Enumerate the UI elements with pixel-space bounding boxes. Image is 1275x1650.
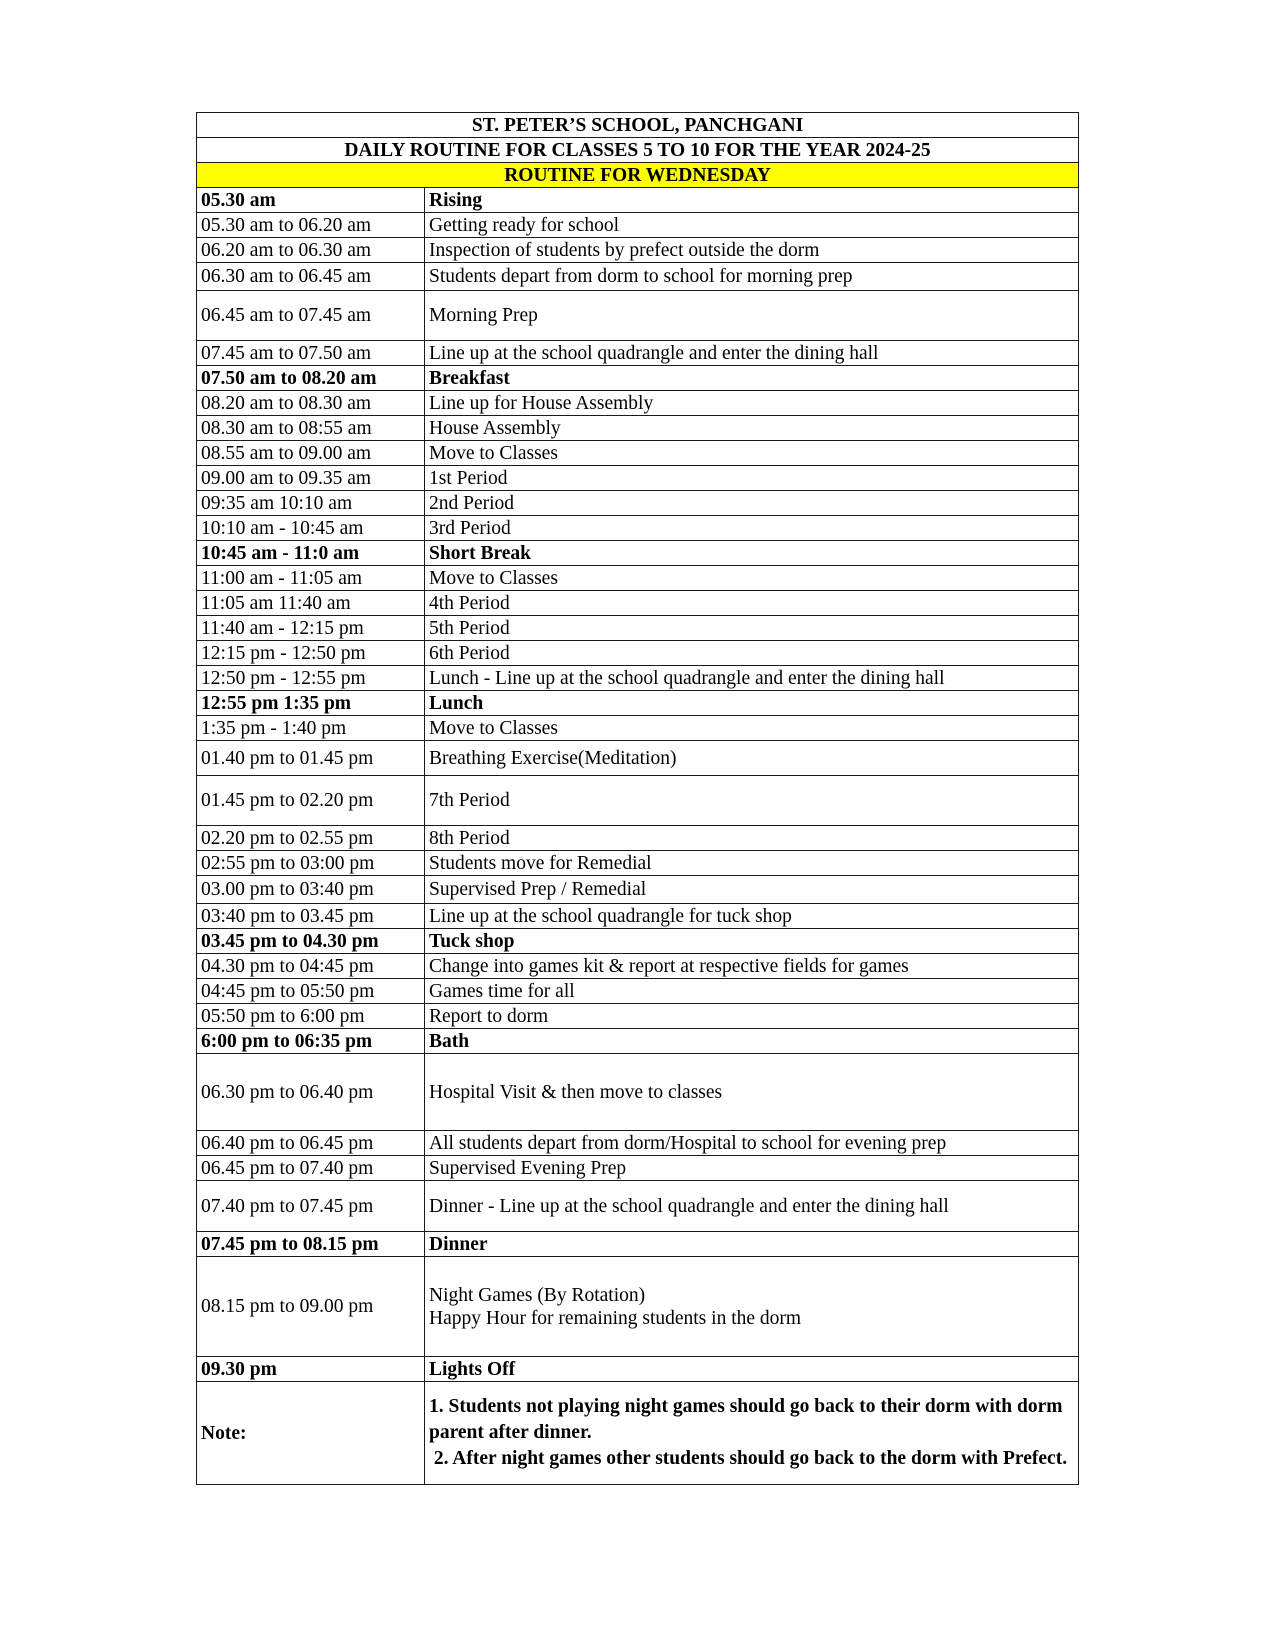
- activity-cell: Change into games kit & report at respective fields for games: [425, 954, 1079, 979]
- table-row: [197, 904, 1079, 929]
- time-cell: 06.40 pm to 06.45 pm: [197, 1131, 425, 1156]
- activity-cell: Report to dorm: [425, 1004, 1079, 1029]
- table-row: [197, 741, 1079, 776]
- activity-cell: [425, 1257, 1079, 1357]
- activity-cell: Inspection of students by prefect outside the dorm: [425, 238, 1079, 263]
- time-cell: 06.20 am to 06.30 am: [197, 238, 425, 263]
- table-row: [197, 929, 1079, 954]
- table-row: [197, 851, 1079, 876]
- time-cell: 09:35 am 10:10 am: [197, 491, 425, 516]
- activity-cell: Breakfast: [425, 366, 1079, 391]
- activity-cell: 6th Period: [425, 641, 1079, 666]
- activity-cell: House Assembly: [425, 416, 1079, 441]
- time-cell: 08.15 pm to 09.00 pm: [197, 1257, 425, 1357]
- time-cell: 06.45 am to 07.45 am: [197, 291, 425, 341]
- note-line: 2. After night games other students should go back to the dorm with Prefect.: [429, 1448, 1068, 1469]
- activity-cell: 5th Period: [425, 616, 1079, 641]
- table-row: [197, 716, 1079, 741]
- note-line: 1. Students not playing night games should go back to their dorm with dorm parent after dinner.: [429, 1396, 1063, 1443]
- activity-cell: Dinner - Line up at the school quadrangle and enter the dining hall: [425, 1181, 1079, 1232]
- table-row: [197, 954, 1079, 979]
- table-row: [197, 1257, 1079, 1357]
- time-cell: 05.30 am: [197, 188, 425, 213]
- table-row: [197, 238, 1079, 263]
- time-cell: 03:40 pm to 03.45 pm: [197, 904, 425, 929]
- activity-cell: Line up for House Assembly: [425, 391, 1079, 416]
- activity-cell: Bath: [425, 1029, 1079, 1054]
- note-row: [197, 1382, 1079, 1485]
- time-cell: 06.30 am to 06.45 am: [197, 263, 425, 291]
- time-cell: 07.50 am to 08.20 am: [197, 366, 425, 391]
- activity-cell: Getting ready for school: [425, 213, 1079, 238]
- table-row: [197, 876, 1079, 904]
- table-row: [197, 1054, 1079, 1131]
- time-cell: 04.30 pm to 04:45 pm: [197, 954, 425, 979]
- time-cell: 1:35 pm - 1:40 pm: [197, 716, 425, 741]
- header-row-title: [197, 138, 1079, 163]
- table-row: [197, 666, 1079, 691]
- activity-cell: Move to Classes: [425, 716, 1079, 741]
- activity-line: Happy Hour for remaining students in the dorm: [429, 1307, 802, 1329]
- activity-cell: 8th Period: [425, 826, 1079, 851]
- table-row: [197, 391, 1079, 416]
- table-row: [197, 263, 1079, 291]
- time-cell: 08.30 am to 08:55 am: [197, 416, 425, 441]
- time-cell: 12:55 pm 1:35 pm: [197, 691, 425, 716]
- table-row: [197, 213, 1079, 238]
- activity-cell: Short Break: [425, 541, 1079, 566]
- time-cell: 02.20 pm to 02.55 pm: [197, 826, 425, 851]
- time-cell: 04:45 pm to 05:50 pm: [197, 979, 425, 1004]
- table-row: [197, 1004, 1079, 1029]
- time-cell: 09.00 am to 09.35 am: [197, 466, 425, 491]
- table-row: [197, 491, 1079, 516]
- activity-cell: Lunch - Line up at the school quadrangle and enter the dining hall: [425, 666, 1079, 691]
- activity-cell: Lights Off: [425, 1357, 1079, 1382]
- time-cell: 11:05 am 11:40 am: [197, 591, 425, 616]
- table-row: [197, 616, 1079, 641]
- time-cell: 07.45 pm to 08.15 pm: [197, 1232, 425, 1257]
- table-row: [197, 826, 1079, 851]
- table-row: [197, 416, 1079, 441]
- time-cell: 06.30 pm to 06.40 pm: [197, 1054, 425, 1131]
- table-row: [197, 1156, 1079, 1181]
- time-cell: 08.55 am to 09.00 am: [197, 441, 425, 466]
- table-row: [197, 1232, 1079, 1257]
- activity-cell: Games time for all: [425, 979, 1079, 1004]
- activity-cell: Line up at the school quadrangle for tuck shop: [425, 904, 1079, 929]
- routine-day: ROUTINE FOR WEDNESDAY: [197, 163, 1079, 188]
- time-cell: 02:55 pm to 03:00 pm: [197, 851, 425, 876]
- activity-cell: Supervised Evening Prep: [425, 1156, 1079, 1181]
- activity-cell: Students move for Remedial: [425, 851, 1079, 876]
- time-cell: 08.20 am to 08.30 am: [197, 391, 425, 416]
- activity-line: Night Games (By Rotation): [429, 1284, 646, 1306]
- note-text: [425, 1382, 1079, 1485]
- time-cell: 11:00 am - 11:05 am: [197, 566, 425, 591]
- time-cell: 6:00 pm to 06:35 pm: [197, 1029, 425, 1054]
- activity-cell: Line up at the school quadrangle and enter the dining hall: [425, 341, 1079, 366]
- table-row: [197, 188, 1079, 213]
- activity-cell: 4th Period: [425, 591, 1079, 616]
- activity-cell: 2nd Period: [425, 491, 1079, 516]
- time-cell: 03.45 pm to 04.30 pm: [197, 929, 425, 954]
- time-cell: 01.40 pm to 01.45 pm: [197, 741, 425, 776]
- table-row: [197, 291, 1079, 341]
- table-row: [197, 341, 1079, 366]
- routine-table: [196, 112, 1079, 1485]
- activity-cell: Supervised Prep / Remedial: [425, 876, 1079, 904]
- activity-cell: 3rd Period: [425, 516, 1079, 541]
- activity-cell: Morning Prep: [425, 291, 1079, 341]
- time-cell: 10:45 am - 11:0 am: [197, 541, 425, 566]
- activity-cell: Lunch: [425, 691, 1079, 716]
- table-row: [197, 1029, 1079, 1054]
- table-row: [197, 641, 1079, 666]
- activity-cell: All students depart from dorm/Hospital to school for evening prep: [425, 1131, 1079, 1156]
- table-row: [197, 516, 1079, 541]
- time-cell: 09.30 pm: [197, 1357, 425, 1382]
- school-name: ST. PETER’S SCHOOL, PANCHGANI: [197, 113, 1079, 138]
- time-cell: 01.45 pm to 02.20 pm: [197, 776, 425, 826]
- table-row: [197, 441, 1079, 466]
- table-row: [197, 591, 1079, 616]
- activity-cell: Rising: [425, 188, 1079, 213]
- activity-cell: Breathing Exercise(Meditation): [425, 741, 1079, 776]
- activity-cell: Tuck shop: [425, 929, 1079, 954]
- activity-cell: 1st Period: [425, 466, 1079, 491]
- time-cell: 06.45 pm to 07.40 pm: [197, 1156, 425, 1181]
- time-cell: 07.40 pm to 07.45 pm: [197, 1181, 425, 1232]
- time-cell: 07.45 am to 07.50 am: [197, 341, 425, 366]
- time-cell: 03.00 pm to 03:40 pm: [197, 876, 425, 904]
- time-cell: 10:10 am - 10:45 am: [197, 516, 425, 541]
- table-row: [197, 1131, 1079, 1156]
- time-cell: 05:50 pm to 6:00 pm: [197, 1004, 425, 1029]
- activity-cell: Dinner: [425, 1232, 1079, 1257]
- table-row: [197, 366, 1079, 391]
- table-row: [197, 691, 1079, 716]
- header-row-school: [197, 113, 1079, 138]
- time-cell: 12:15 pm - 12:50 pm: [197, 641, 425, 666]
- activity-cell: 7th Period: [425, 776, 1079, 826]
- activity-cell: Move to Classes: [425, 441, 1079, 466]
- note-label: Note:: [197, 1382, 425, 1485]
- activity-cell: Students depart from dorm to school for morning prep: [425, 263, 1079, 291]
- table-row: [197, 776, 1079, 826]
- routine-title: DAILY ROUTINE FOR CLASSES 5 TO 10 FOR THE YEAR 2024-25: [197, 138, 1079, 163]
- table-row: [197, 979, 1079, 1004]
- table-row: [197, 566, 1079, 591]
- table-row: [197, 541, 1079, 566]
- table-row: [197, 1181, 1079, 1232]
- table-row: [197, 466, 1079, 491]
- time-cell: 05.30 am to 06.20 am: [197, 213, 425, 238]
- activity-cell: Move to Classes: [425, 566, 1079, 591]
- time-cell: 11:40 am - 12:15 pm: [197, 616, 425, 641]
- activity-cell: Hospital Visit & then move to classes: [425, 1054, 1079, 1131]
- time-cell: 12:50 pm - 12:55 pm: [197, 666, 425, 691]
- table-row: [197, 1357, 1079, 1382]
- header-row-day: [197, 163, 1079, 188]
